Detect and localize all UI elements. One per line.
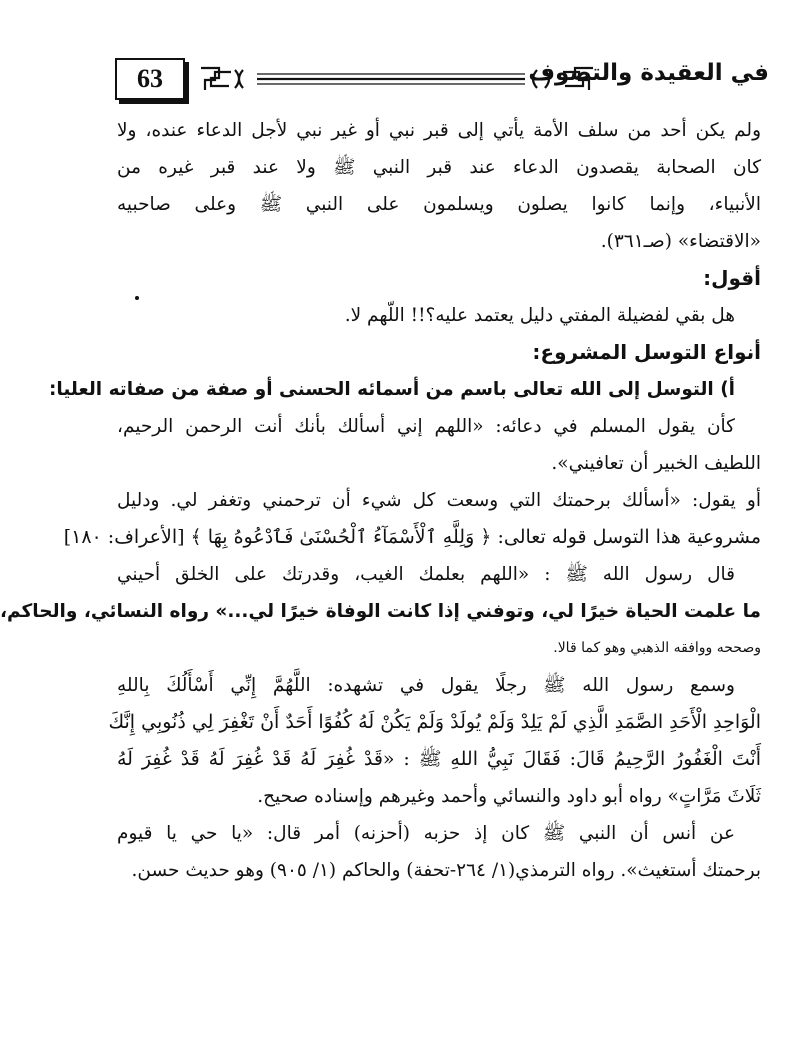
text-line: برحمتك أستغيث». رواه الترمذي(١/ ٢٦٤-تحفة) والحاكم (١/ ٩٠٥) وهو حديث حسن. bbox=[131, 860, 761, 881]
text-line: وسمع رسول الله ﷺ رجلًا يقول في تشهده: اللَّهُمَّ إِنِّي أَسْأَلُكَ بِاللهِ bbox=[117, 675, 735, 696]
text-line: هل بقي لفضيلة المفتي دليل يعتمد عليه؟!! اللّهم لا. bbox=[344, 305, 735, 326]
section-heading: أنواع التوسل المشروع: bbox=[532, 340, 761, 364]
text-line: وصححه ووافقه الذهبي وهو كما قالا. bbox=[553, 640, 761, 656]
text-line: أَنْتَ الْغَفُورُ الرَّحِيمُ قَالَ: فَقَالَ نَبِيُّ اللهِ ﷺ : «قَدْ غُفِرَ لَهُ قَدْ غُفِرَ لَهُ قَدْ غُفِرَ لَهُ bbox=[117, 748, 761, 770]
running-title: في العقيدة والتصوف bbox=[528, 60, 769, 86]
text-line: الأنبياء، وإنما كانوا يصلون ويسلمون على النبي ﷺ وعلى صاحبيه bbox=[117, 194, 761, 215]
text-line: كان الصحابة يقصدون الدعاء عند قبر النبي ﷺ ولا عند قبر غيره من bbox=[117, 157, 761, 178]
text-line: اللطيف الخبير أن تعافيني». bbox=[551, 453, 761, 474]
subsection-heading: أ) التوسل إلى الله تعالى باسم من أسمائه الحسنى أو صفة من صفاته العليا: bbox=[48, 379, 735, 400]
text-line: قال رسول الله ﷺ : «اللهم بعلمك الغيب، وقدرتك على الخلق أحيني bbox=[117, 564, 735, 585]
page-header bbox=[113, 54, 769, 104]
text-line: ولم يكن أحد من سلف الأمة يأتي إلى قبر نبي أو غير نبي لأجل الدعاء عنده، ولا bbox=[117, 120, 761, 141]
text-line: الْوَاحِدِ الْأَحَدِ الصَّمَدِ الَّذِي لَمْ يَلِدْ وَلَمْ يُولَدْ وَلَمْ يَكُنْ لَهُ كُفُوًا أَحَدٌ أَنْ تَغْفِرَ لِي ذُنُوبِي إِنَّكَ bbox=[108, 711, 761, 733]
text-line: ما علمت الحياة خيرًا لي، وتوفني إذا كانت الوفاة خيرًا لي...» رواه النسائي، والحاكم، bbox=[0, 601, 761, 622]
text-line: كأن يقول المسلم في دعائه: «اللهم إني أسألك بأنك أنت الرحمن الرحيم، bbox=[117, 416, 735, 437]
page-number-box bbox=[115, 58, 185, 100]
text-line: ثَلَاثَ مَرَّاتٍ» رواه أبو داود والنسائي وأحمد وغيرهم وإسناده صحيح. bbox=[257, 786, 761, 807]
page-number: 63 bbox=[137, 64, 163, 93]
text-line: «الاقتضاء» (صـ٣٦١). bbox=[600, 231, 761, 252]
text-line: أو يقول: «أسألك برحمتك التي وسعت كل شيء أن ترحمني وتغفر لي. ودليل bbox=[117, 490, 761, 511]
text-line: مشروعية هذا التوسل قوله تعالى: ﴿ وَلِلَّهِ ٱلْأَسْمَآءُ ٱلْحُسْنَىٰ فَٱدْعُوهُ بِهَا ﴾ [الأعراف: ١٨٠] bbox=[63, 526, 761, 548]
section-label: أقول: bbox=[703, 266, 761, 290]
page-body bbox=[0, 112, 761, 889]
text-line: عن أنس أن النبي ﷺ كان إذ حزبه (أحزنه) أمر قال: «يا حي يا قيوم bbox=[117, 823, 735, 844]
